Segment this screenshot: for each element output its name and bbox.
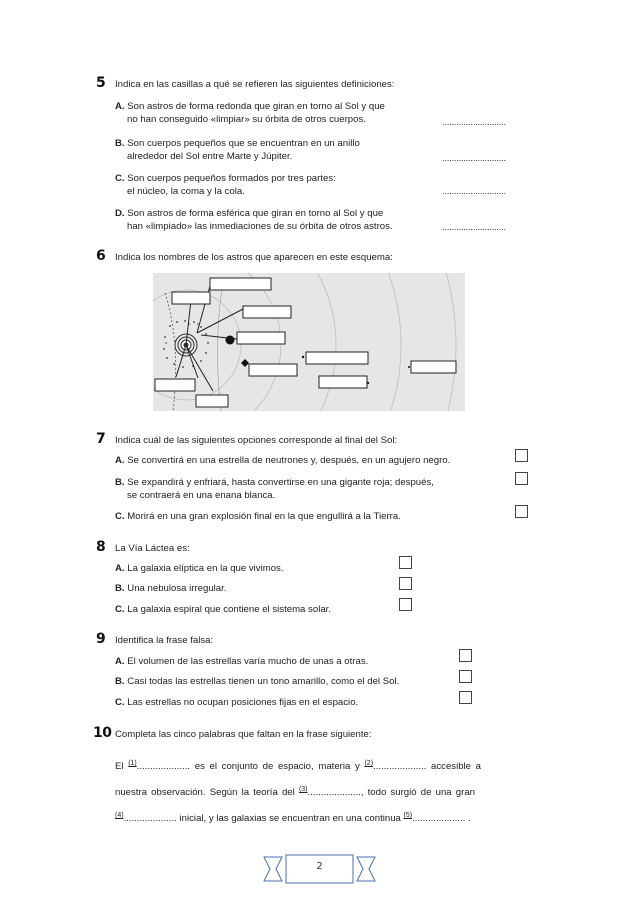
q10-line-1 xyxy=(115,760,481,772)
fill-text: accesible a xyxy=(426,761,482,773)
q9-checkbox-b[interactable] xyxy=(459,670,472,683)
option-line: Son astros de forma esférica que giran en torno al Sol y que xyxy=(127,208,384,219)
q10-line-3 xyxy=(115,812,471,824)
label-box[interactable] xyxy=(306,352,368,364)
q9-checkbox-c[interactable] xyxy=(459,691,472,704)
page-number: 2 xyxy=(316,861,323,872)
label-box[interactable] xyxy=(319,376,367,388)
question-8-number: 8 xyxy=(96,539,106,555)
q10-line-2 xyxy=(115,786,475,798)
blank-number: (1) xyxy=(128,760,137,767)
option-letter: C. xyxy=(115,173,125,184)
option-line: se contraerá en una enana blanca. xyxy=(127,489,276,501)
label-box[interactable] xyxy=(196,395,228,407)
question-6-number: 6 xyxy=(96,248,106,264)
option-letter: A. xyxy=(115,101,125,112)
q7-checkbox-b[interactable] xyxy=(515,472,528,485)
label-box[interactable] xyxy=(237,332,285,344)
question-5-number: 5 xyxy=(96,75,106,91)
fill-blank-3[interactable]: .................... xyxy=(307,787,361,799)
option-letter: C. xyxy=(115,697,125,708)
q9-checkbox-a[interactable] xyxy=(459,649,472,662)
fill-text: es el conjunto de espacio, materia y xyxy=(190,761,365,773)
fill-text: , todo surgió de una gran xyxy=(360,787,475,799)
planet-icon xyxy=(226,336,235,345)
blank-number: (2) xyxy=(364,760,374,767)
option-line: Son astros de forma redonda que giran en torno al Sol y que xyxy=(127,101,385,112)
q8-checkbox-b[interactable] xyxy=(399,577,412,590)
fill-text: nuestra observación. Según la teoría del xyxy=(115,787,299,799)
option-line: Casi todas las estrellas tienen un tono amarillo, como el del Sol. xyxy=(127,676,400,687)
label-box[interactable] xyxy=(411,361,456,373)
option-letter: D. xyxy=(115,208,125,219)
q9-option-b xyxy=(115,676,399,689)
label-box[interactable] xyxy=(243,306,291,318)
option-letter: C. xyxy=(115,604,125,615)
q5-answer-blank-b[interactable]: ........................... xyxy=(442,153,506,164)
fill-blank-2[interactable]: .................... xyxy=(373,761,427,773)
question-7-number: 7 xyxy=(96,431,106,447)
q7-option-a xyxy=(115,455,450,468)
option-line: Se expandirá y enfriará, hasta convertirse en una gigante roja; después, xyxy=(127,477,434,488)
blank-number: (4) xyxy=(115,812,124,819)
q7-checkbox-c[interactable] xyxy=(515,505,528,518)
question-5-prompt: Indica en las casillas a qué se refieren las siguientes definiciones: xyxy=(115,79,395,90)
fill-text: inicial, y las galaxias se encuentran en una continua xyxy=(176,813,404,825)
label-box[interactable] xyxy=(172,292,210,304)
q8-option-b xyxy=(115,583,226,596)
q8-option-c xyxy=(115,604,331,617)
option-line: no han conseguido «limpiar» su órbita de otros cuerpos. xyxy=(127,113,366,125)
fill-blank-4[interactable]: .................... xyxy=(123,813,177,825)
label-box[interactable] xyxy=(249,364,297,376)
fill-text: El xyxy=(115,761,129,773)
option-letter: C. xyxy=(115,511,125,522)
fill-blank-1[interactable]: .................... xyxy=(136,761,191,773)
option-line: el núcleo, la coma y la cola. xyxy=(127,185,245,197)
option-letter: B. xyxy=(115,477,125,488)
option-line: Se convertirá en una estrella de neutrones y, después, en un agujero negro. xyxy=(127,455,451,466)
option-letter: B. xyxy=(115,583,125,594)
option-line: han «limpiado» las inmediaciones de su órbita de otros astros. xyxy=(127,220,393,232)
question-10-prompt: Completa las cinco palabras que faltan en la frase siguiente: xyxy=(115,729,372,740)
blank-number: (5) xyxy=(403,812,413,819)
option-line: El volumen de las estrellas varía mucho de unas a otras. xyxy=(127,656,369,667)
blank-number: (3) xyxy=(298,786,308,793)
option-letter: A. xyxy=(115,563,125,574)
label-box[interactable] xyxy=(155,379,195,391)
q9-option-c xyxy=(115,697,358,710)
q8-checkbox-c[interactable] xyxy=(399,598,412,611)
q7-checkbox-a[interactable] xyxy=(515,449,528,462)
question-9-number: 9 xyxy=(96,631,106,647)
option-letter: A. xyxy=(115,656,125,667)
fill-text: . xyxy=(465,813,471,825)
option-letter: B. xyxy=(115,676,125,687)
option-line: Una nebulosa irregular. xyxy=(127,583,227,594)
option-letter: A. xyxy=(115,455,125,466)
option-letter: B. xyxy=(115,138,125,149)
option-line: Morirá en una gran explosión final en la que engullirá a la Tierra. xyxy=(127,511,401,522)
question-7-prompt: Indica cuál de las siguientes opciones corresponde al final del Sol: xyxy=(115,435,398,446)
option-line: alrededor del Sol entre Marte y Júpiter. xyxy=(127,150,293,162)
q7-option-b xyxy=(115,477,434,502)
option-line: La galaxia espiral que contiene el sistema solar. xyxy=(127,604,331,615)
planet-icon xyxy=(408,366,410,368)
fill-blank-5[interactable]: .................... xyxy=(412,813,466,825)
q5-answer-blank-c[interactable]: ........................... xyxy=(442,186,506,197)
q7-option-c xyxy=(115,511,401,524)
q5-option-a xyxy=(115,101,385,126)
question-6-prompt: Indica los nombres de los astros que aparecen en este esquema: xyxy=(115,252,393,263)
option-line: La galaxia elíptica en la que vivimos. xyxy=(127,563,284,574)
q5-answer-blank-a[interactable]: ........................... xyxy=(442,117,506,128)
question-9-prompt: Identifica la frase falsa: xyxy=(115,635,214,646)
question-8-prompt: La Vía Láctea es: xyxy=(115,543,190,554)
q5-answer-blank-d[interactable]: ........................... xyxy=(442,222,506,233)
option-line: Son cuerpos pequeños que se encuentran en un anillo xyxy=(127,138,360,149)
option-line: Son cuerpos pequeños formados por tres partes: xyxy=(127,173,336,184)
planet-icon xyxy=(302,356,304,358)
option-line: Las estrellas no ocupan posiciones fijas en el espacio. xyxy=(127,697,359,708)
label-box[interactable] xyxy=(210,278,271,290)
question-10-number: 10 xyxy=(93,725,112,741)
q8-option-a xyxy=(115,563,284,576)
q8-checkbox-a[interactable] xyxy=(399,556,412,569)
q5-option-d xyxy=(115,208,393,233)
q5-option-b xyxy=(115,138,360,163)
q5-option-c xyxy=(115,173,336,198)
solar-system-diagram xyxy=(153,273,465,411)
q9-option-a xyxy=(115,656,368,669)
